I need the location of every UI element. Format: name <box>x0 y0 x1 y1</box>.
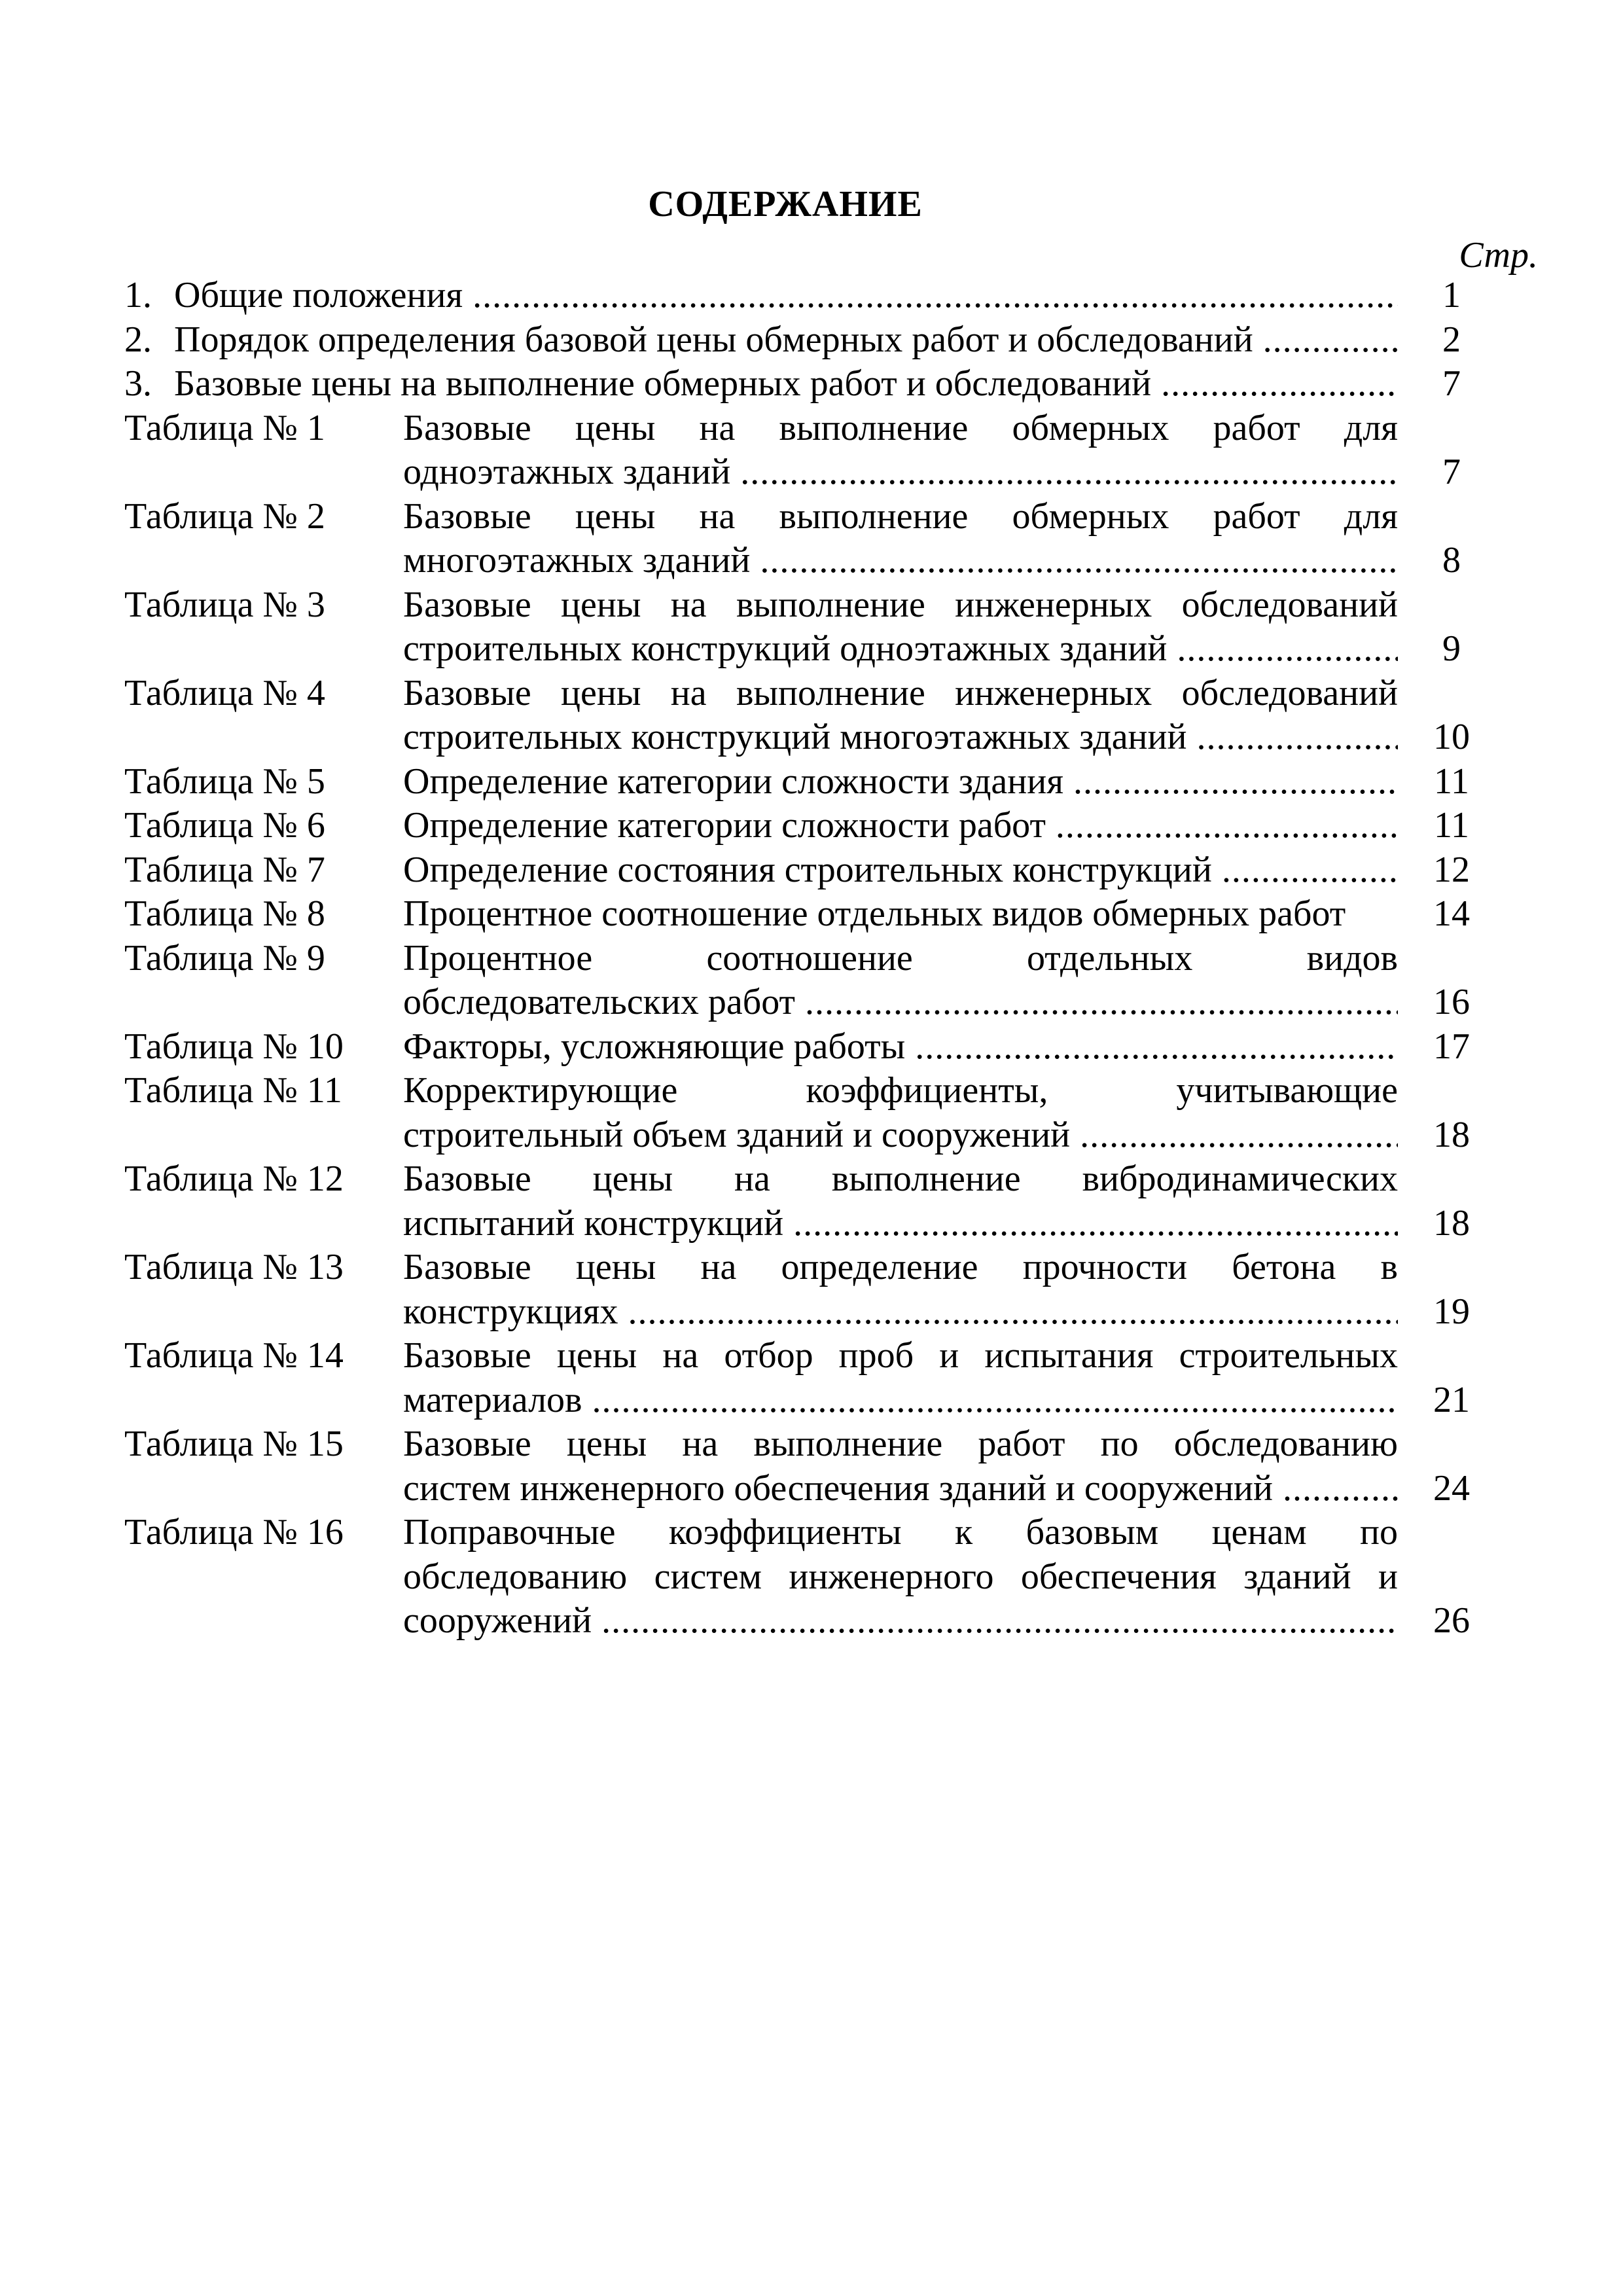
table-title-last-text: Процентное соотношение отдельных видов обмерных работ <box>403 893 1346 934</box>
table-label: Таблица № 8 <box>124 893 325 934</box>
table-title-last-text: Определение категории сложности здания ..... <box>403 761 1398 802</box>
table-title-last-line <box>403 1467 1398 1511</box>
section-title-text: Порядок определения базовой цены обмерных работ и обследований ..... <box>174 319 1398 360</box>
table-title <box>403 848 1398 893</box>
table-page-number: 8 <box>1442 540 1461 581</box>
table-label: Таблица № 13 <box>124 1247 344 1287</box>
table-label: Таблица № 14 <box>124 1335 344 1376</box>
table-title-last-text: Определение состояния строительных конструкций ..... <box>403 850 1398 890</box>
table-title-last-text: строительный объем зданий и сооружений ..... <box>403 1115 1398 1155</box>
sections-list <box>124 274 1505 406</box>
table-title-last-text: Факторы, усложняющие работы ..... <box>403 1026 1398 1067</box>
table-page-number: 12 <box>1433 849 1470 890</box>
table-entry <box>124 1025 1505 1069</box>
table-title-line: Базовые цены на выполнение инженерных обследований <box>403 584 1398 625</box>
table-title-line: Базовые цены на выполнение работ по обследованию <box>403 1424 1398 1464</box>
table-entry <box>124 804 1505 848</box>
table-title <box>403 406 1398 495</box>
table-title-last-text: многоэтажных зданий ..... <box>403 540 1398 581</box>
table-title-last-line <box>403 1290 1398 1335</box>
table-page-number: 10 <box>1433 717 1470 757</box>
table-title <box>403 1422 1398 1511</box>
table-title <box>403 1334 1398 1422</box>
table-title-last-text: испытаний конструкций ..... <box>403 1203 1398 1244</box>
table-title-last-text: строительных конструкций многоэтажных зданий ..... <box>403 717 1398 757</box>
table-title-line: Базовые цены на определение прочности бетона в <box>403 1247 1398 1287</box>
table-entry <box>124 1157 1505 1246</box>
table-title-last-line <box>403 1202 1398 1246</box>
table-entry <box>124 1334 1505 1422</box>
table-label: Таблица № 1 <box>124 407 325 448</box>
table-title-line: Базовые цены на отбор проб и испытания строительных <box>403 1335 1398 1376</box>
table-title-last-text: одноэтажных зданий ..... <box>403 452 1398 492</box>
table-page-number: 9 <box>1442 628 1461 669</box>
table-title <box>403 1025 1398 1069</box>
table-title <box>403 672 1398 760</box>
table-title <box>403 1157 1398 1246</box>
table-title-last-line <box>403 715 1398 760</box>
table-title-last-line <box>403 539 1398 583</box>
table-label: Таблица № 2 <box>124 495 325 537</box>
table-label: Таблица № 12 <box>124 1158 344 1199</box>
tables-list <box>124 406 1505 1643</box>
table-title <box>403 760 1398 804</box>
table-page-number: 19 <box>1433 1291 1470 1332</box>
table-title-last-line <box>403 1599 1398 1643</box>
table-entry <box>124 892 1505 937</box>
table-label: Таблица № 15 <box>124 1424 344 1464</box>
table-label: Таблица № 5 <box>124 761 325 802</box>
table-title-last-line <box>403 1113 1398 1158</box>
section-title <box>174 318 1398 363</box>
table-title-last-line <box>403 804 1398 848</box>
table-title <box>403 1069 1398 1157</box>
table-entry <box>124 406 1505 495</box>
table-label: Таблица № 7 <box>124 849 325 890</box>
table-label: Таблица № 10 <box>124 1026 344 1067</box>
table-title-last-line <box>403 1378 1398 1423</box>
table-title <box>403 804 1398 848</box>
table-title-last-text: материалов ..... <box>403 1380 1398 1420</box>
table-title <box>403 1246 1398 1334</box>
table-page-number: 21 <box>1433 1379 1470 1420</box>
table-entry <box>124 1246 1505 1334</box>
section-title <box>174 362 1398 406</box>
table-page-number: 18 <box>1433 1114 1470 1155</box>
table-entry <box>124 937 1505 1025</box>
section-number: 2. <box>124 319 152 360</box>
table-title-last-text: систем инженерного обеспечения зданий и сооружений ..... <box>403 1468 1398 1509</box>
table-title-line: Корректирующие коэффициенты, учитывающие <box>403 1070 1398 1111</box>
table-title-last-text: Определение категории сложности работ ..... <box>403 805 1398 846</box>
table-title-last-line <box>403 892 1398 937</box>
table-entry <box>124 1511 1505 1643</box>
table-entry <box>124 760 1505 804</box>
table-title-last-line <box>403 980 1398 1025</box>
section-title <box>174 274 1398 318</box>
table-label: Таблица № 16 <box>124 1512 344 1552</box>
table-title <box>403 583 1398 672</box>
page-title: СОДЕРЖАНИЕ <box>648 184 923 224</box>
table-title-line: Базовые цены на выполнение обмерных работ для <box>403 495 1398 537</box>
table-label: Таблица № 11 <box>124 1070 342 1111</box>
table-title-last-text: конструкциях ..... <box>403 1291 1398 1332</box>
table-title <box>403 892 1398 937</box>
table-title-last-line <box>403 848 1398 893</box>
table-of-contents <box>124 274 1505 1643</box>
table-label: Таблица № 3 <box>124 584 325 625</box>
table-label: Таблица № 9 <box>124 937 325 978</box>
table-title-last-text: сооружений ..... <box>403 1600 1398 1641</box>
section-title-text: Базовые цены на выполнение обмерных работ и обследований ..... <box>174 363 1398 404</box>
table-page-number: 24 <box>1433 1467 1470 1509</box>
section-page-number: 2 <box>1442 319 1461 360</box>
table-page-number: 7 <box>1442 452 1461 492</box>
table-entry <box>124 848 1505 893</box>
section-page-number: 7 <box>1442 363 1461 404</box>
table-title-last-text: обследовательских работ ..... <box>403 982 1398 1022</box>
table-title <box>403 495 1398 583</box>
table-entry <box>124 583 1505 672</box>
table-entry <box>124 495 1505 583</box>
table-page-number: 16 <box>1433 982 1470 1022</box>
table-page-number: 26 <box>1433 1600 1470 1641</box>
table-title <box>403 937 1398 1025</box>
table-page-number: 11 <box>1434 761 1469 802</box>
table-title-last-line <box>403 450 1398 495</box>
table-title-line: Базовые цены на выполнение инженерных обследований <box>403 672 1398 713</box>
table-page-number: 17 <box>1433 1026 1470 1067</box>
section-title-text: Общие положения ..... <box>174 275 1398 315</box>
section-entry <box>124 362 1505 406</box>
table-title-last-line <box>403 1025 1398 1069</box>
table-title-last-line <box>403 627 1398 672</box>
table-title-line: Процентное соотношение отдельных видов <box>403 937 1398 978</box>
table-page-number: 11 <box>1434 805 1469 846</box>
page-column-header: Стр. <box>1459 235 1538 276</box>
table-page-number: 14 <box>1433 893 1470 934</box>
table-title-line: Поправочные коэффициенты к базовым ценам по <box>403 1512 1398 1552</box>
table-title <box>403 1511 1398 1643</box>
table-title-line: обследованию систем инженерного обеспечения зданий и <box>403 1556 1398 1597</box>
table-title-last-text: строительных конструкций одноэтажных зданий ..... <box>403 628 1398 669</box>
section-entry <box>124 274 1505 318</box>
table-entry <box>124 1069 1505 1157</box>
table-title-last-line <box>403 760 1398 804</box>
table-page-number: 18 <box>1433 1202 1470 1244</box>
table-label: Таблица № 4 <box>124 672 325 713</box>
table-title-line: Базовые цены на выполнение вибродинамических <box>403 1158 1398 1199</box>
table-entry <box>124 672 1505 760</box>
section-entry <box>124 318 1505 363</box>
section-number: 1. <box>124 275 152 315</box>
table-title-line: Базовые цены на выполнение обмерных работ для <box>403 407 1398 448</box>
table-entry <box>124 1422 1505 1511</box>
section-page-number: 1 <box>1442 275 1461 315</box>
section-number: 3. <box>124 363 152 404</box>
table-label: Таблица № 6 <box>124 805 325 846</box>
